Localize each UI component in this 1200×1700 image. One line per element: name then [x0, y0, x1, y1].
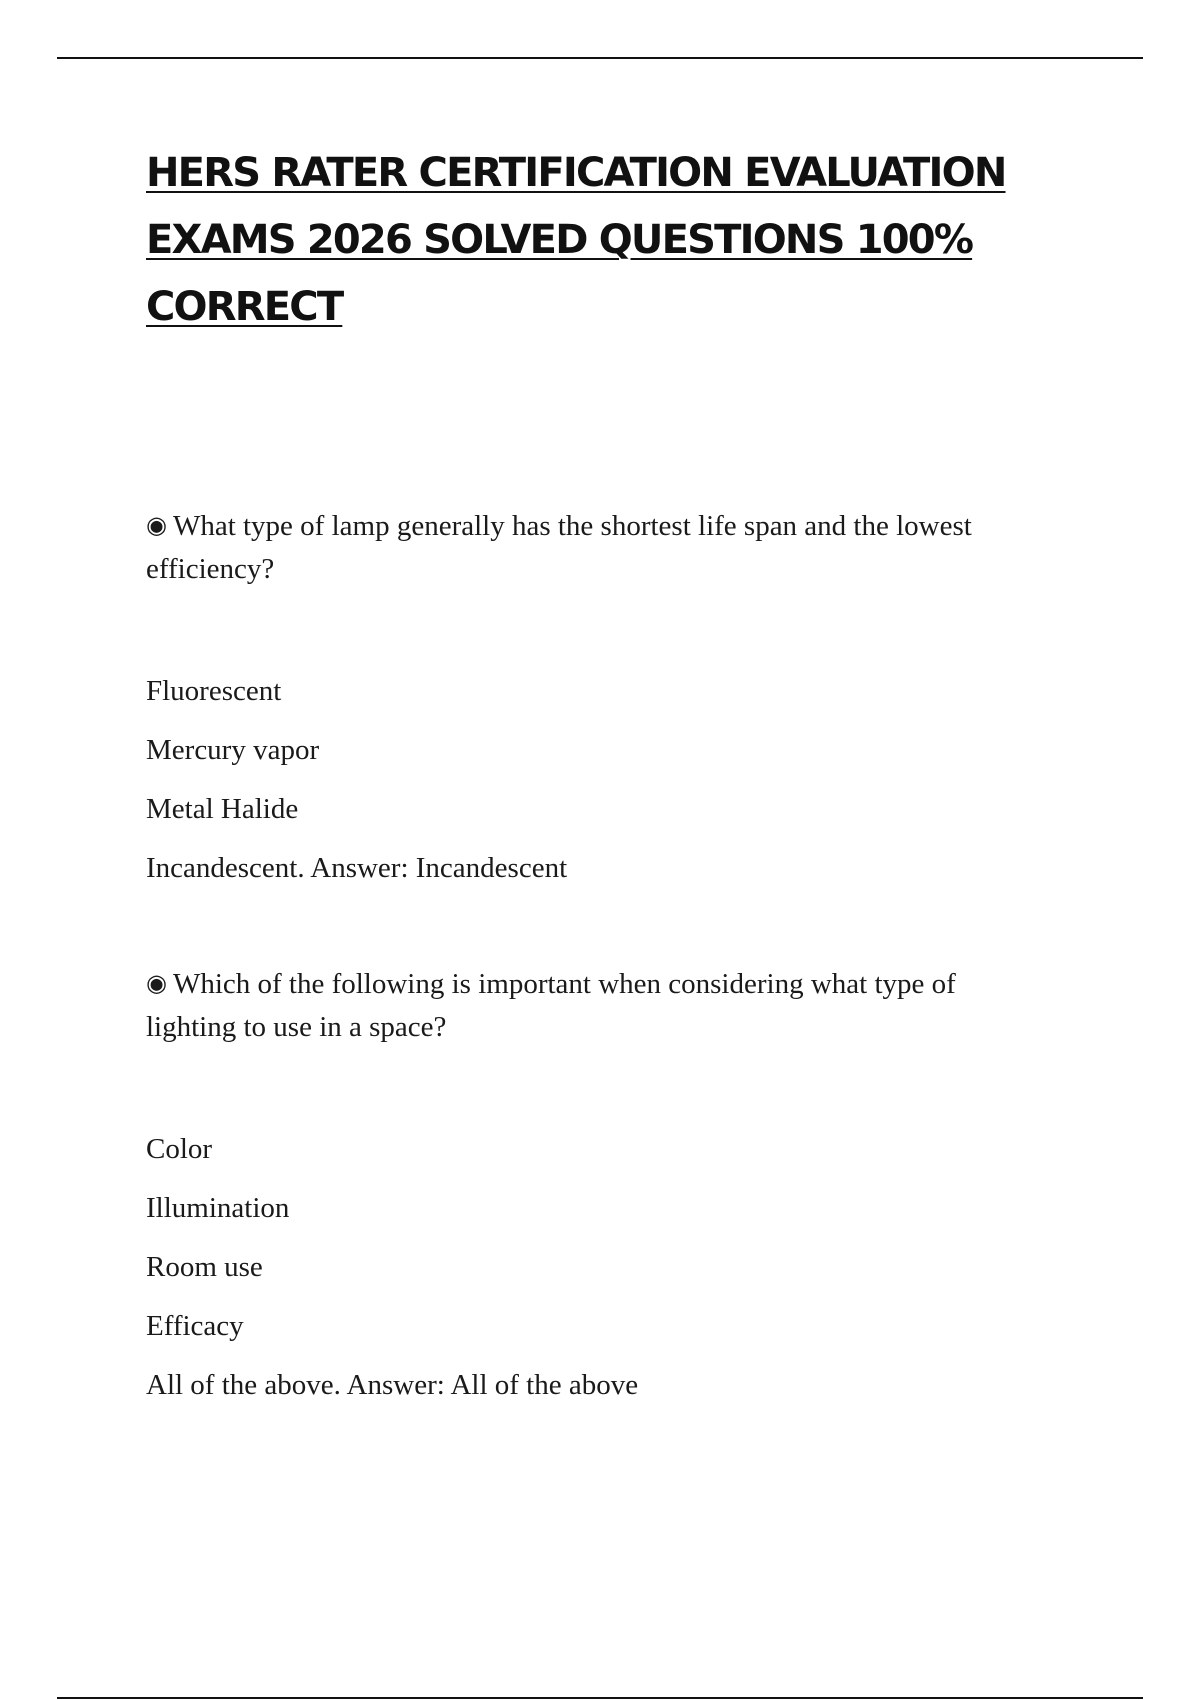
question-block-1	[146, 505, 1096, 898]
question-text	[146, 505, 1096, 590]
answer-option: Metal Halide	[146, 793, 299, 825]
bottom-divider	[57, 1697, 1143, 1699]
answer-option: All of the above. Answer: All of the above	[146, 1369, 639, 1401]
answer-option: Efficacy	[146, 1310, 244, 1342]
question-text	[146, 963, 1096, 1048]
answer-options	[146, 1120, 1096, 1415]
question-line: lighting to use in a space?	[146, 1011, 447, 1043]
radio-bullet-icon: ◉	[146, 511, 167, 539]
title-line: EXAMS 2026 SOLVED QUESTIONS 100%	[146, 217, 973, 263]
document-title	[146, 140, 1046, 341]
question-line: Which of the following is important when considering what type of	[172, 968, 956, 1000]
answer-option: Illumination	[146, 1192, 290, 1224]
question-block-2	[146, 963, 1096, 1415]
answer-options	[146, 662, 1096, 898]
answer-option: Fluorescent	[146, 675, 282, 707]
top-divider	[57, 57, 1143, 59]
question-line: efficiency?	[146, 553, 275, 585]
radio-bullet-icon: ◉	[146, 969, 167, 997]
answer-option: Room use	[146, 1251, 263, 1283]
title-line: HERS RATER CERTIFICATION EVALUATION	[146, 150, 1006, 196]
answer-option: Color	[146, 1133, 213, 1165]
answer-option: Mercury vapor	[146, 734, 320, 766]
title-line: CORRECT	[146, 284, 343, 330]
answer-option: Incandescent. Answer: Incandescent	[146, 852, 568, 884]
question-line: What type of lamp generally has the shortest life span and the lowest	[172, 510, 972, 542]
